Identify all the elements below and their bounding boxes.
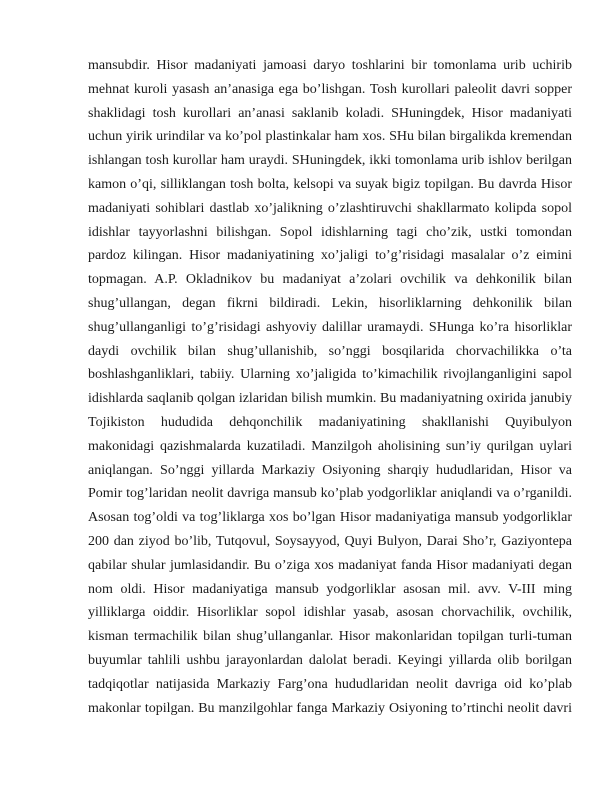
text-line: topmagan. A.P. Okladnikov bu madaniyat a’zolari ovchilik va dehkonilik bilan: [88, 272, 572, 288]
text-line: daydi ovchilik bilan shug’ullanishib, so’nggi bosqilarida chorvachilikka o’ta: [88, 343, 572, 359]
text-line: Pomir tog’laridan neolit davriga mansub ko’plab yodgorliklar aniqlandi va o’rganildi.: [88, 486, 572, 502]
text-line: tadqiqotlar natijasida Markaziy Farg’ona hududlaridan neolit davriga oid ko’plab: [88, 676, 572, 692]
text-line: uchun yirik urindilar va ko’pol plastinkalar ham xos. SHu bilan birgalikda kremendan: [88, 129, 572, 145]
text-line: makonidagi qazishmalarda kuzatiladi. Manzilgoh aholisining sun’iy qurilgan uylari: [88, 438, 572, 454]
document-page: [88, 54, 572, 720]
text-line: kisman termachilik bilan shug’ullanganlar. Hisor makonlaridan topilgan turli-tuman: [88, 629, 572, 645]
text-line: pardoz kilingan. Hisor madaniyatining xo’jaligi to’g’risidagi masalalar o’z eimini: [88, 248, 572, 264]
text-line: Tojikiston hududida dehqonchilik madaniyatining shakllanishi Quyibulyon: [88, 414, 572, 430]
text-line: 200 dan ziyod bo’lib, Tutqovul, Soysayyod, Quyi Bulyon, Darai Sho’r, Gaziyontepa: [88, 533, 572, 549]
text-line: makonlar topilgan. Bu manzilgohlar fanga Markaziy Osiyoning to’rtinchi neolit davri: [88, 700, 572, 716]
text-line: idishlarda saqlanib qolgan izlaridan bilish mumkin. Bu madaniyatning oxirida janubiy: [88, 391, 572, 407]
text-line: shug’ullangan, degan fikrni bildiradi. Lekin, hisorliklarning dehkonilik bilan: [88, 295, 572, 311]
text-line: qabilar shular jumlasidandir. Bu o’ziga xos madaniyat fanda Hisor madaniyati degan: [88, 557, 572, 573]
text-line: Asosan tog’oldi va tog’liklarga xos bo’lgan Hisor madaniyatiga mansub yodgorliklar: [88, 510, 572, 526]
text-line: shug’ullanganligi to’g’risidagi ashyoviy dalillar uramaydi. SHunga ko’ra hisorliklar: [88, 319, 572, 335]
text-line: yilliklarga oiddir. Hisorliklar sopol idishlar yasab, asosan chorvachilik, ovchilik,: [88, 605, 572, 621]
text-line: madaniyati sohiblari dastlab xo’jalikning o’zlashtiruvchi shakllarmato kolipda sopol: [88, 200, 572, 216]
text-line: kamon o’qi, silliklangan tosh bolta, kelsopi va suyak bigiz topilgan. Bu davrda Hisor: [88, 176, 572, 192]
text-line: mansubdir. Hisor madaniyati jamoasi daryo toshlarini bir tomonlama urib uchirib: [88, 58, 572, 73]
text-line: idishlar tayyorlashni bilishgan. Sopol idishlarning tagi cho’zik, ustki tomondan: [88, 224, 572, 240]
text-line: ishlangan tosh kurollar ham uraydi. SHuningdek, ikki tomonlama urib ishlov berilgan: [88, 153, 572, 169]
text-line: aniqlangan. So’nggi yillarda Markaziy Osiyoning sharqiy hududlaridan, Hisor va: [88, 462, 572, 478]
text-line: nom oldi. Hisor madaniyatiga mansub yodgorliklar asosan mil. avv. V-III ming: [88, 581, 572, 597]
text-line: shaklidagi tosh kurollari an’anasi saklanib koladi. SHuningdek, Hisor madaniyati: [88, 105, 572, 121]
text-line: mehnat kuroli yasash an’anasiga ega bo’lishgan. Tosh kurollari paleolit davri sopper: [88, 81, 572, 97]
text-line: buyumlar tahlili ushbu jarayonlardan dalolat beradi. Keyingi yillarda olib borilgan: [88, 652, 572, 668]
text-line: boshlashganliklari, tabiiy. Ularning xo’jaligida to’kimachilik rivojlanganligini sapol: [88, 367, 572, 383]
